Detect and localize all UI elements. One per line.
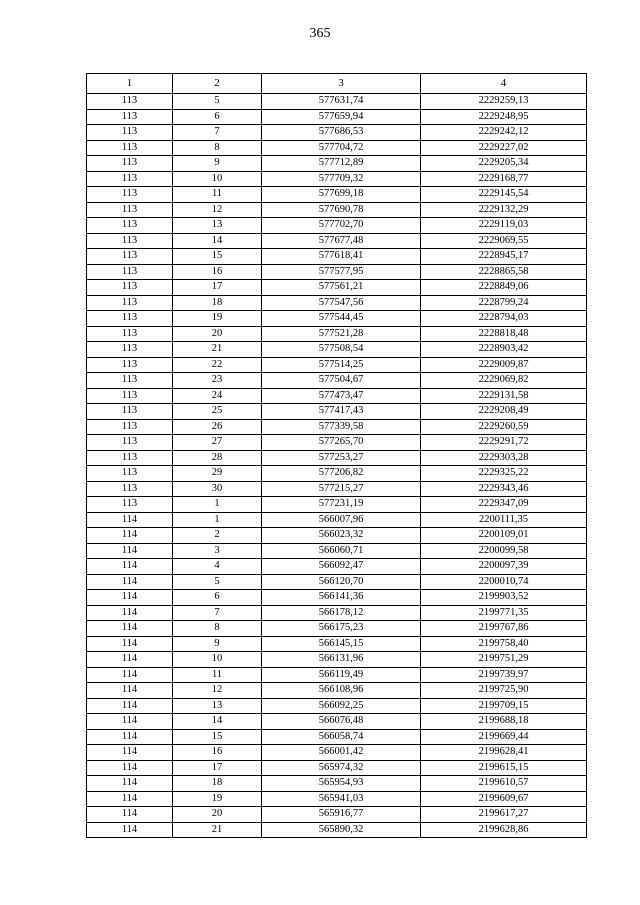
table-row	[87, 760, 587, 776]
parcel-number-cell: 114	[87, 807, 173, 823]
point-number-cell: 22	[173, 357, 262, 373]
y-coordinate-cell: 2199725,90	[421, 683, 587, 699]
x-coordinate-cell: 565941,03	[262, 791, 421, 807]
x-coordinate-cell: 577231,19	[262, 497, 421, 513]
x-coordinate-cell: 577704,72	[262, 140, 421, 156]
y-coordinate-cell: 2199610,57	[421, 776, 587, 792]
table-header	[87, 74, 587, 94]
point-number-cell: 14	[173, 714, 262, 730]
y-coordinate-cell: 2229119,03	[421, 218, 587, 234]
y-coordinate-cell: 2229205,34	[421, 156, 587, 172]
point-number-cell: 9	[173, 636, 262, 652]
x-coordinate-cell: 565890,32	[262, 822, 421, 838]
point-number-cell: 12	[173, 683, 262, 699]
y-coordinate-cell: 2228865,58	[421, 264, 587, 280]
parcel-number-cell: 113	[87, 140, 173, 156]
y-coordinate-cell: 2229260,59	[421, 419, 587, 435]
point-number-cell: 10	[173, 171, 262, 187]
y-coordinate-cell: 2229227,02	[421, 140, 587, 156]
y-coordinate-cell: 2228945,17	[421, 249, 587, 265]
y-coordinate-cell: 2229325,22	[421, 466, 587, 482]
y-coordinate-cell: 2199758,40	[421, 636, 587, 652]
parcel-number-cell: 113	[87, 125, 173, 141]
x-coordinate-cell: 566108,96	[262, 683, 421, 699]
point-number-cell: 21	[173, 822, 262, 838]
x-coordinate-cell: 577699,18	[262, 187, 421, 203]
x-coordinate-cell: 577265,70	[262, 435, 421, 451]
y-coordinate-cell: 2199609,67	[421, 791, 587, 807]
table-row	[87, 404, 587, 420]
parcel-number-cell: 114	[87, 822, 173, 838]
x-coordinate-cell: 565954,93	[262, 776, 421, 792]
table-row	[87, 342, 587, 358]
table-row	[87, 745, 587, 761]
parcel-number-cell: 114	[87, 667, 173, 683]
x-coordinate-cell: 577504,67	[262, 373, 421, 389]
x-coordinate-cell: 577339,58	[262, 419, 421, 435]
parcel-number-cell: 114	[87, 528, 173, 544]
parcel-number-cell: 114	[87, 621, 173, 637]
y-coordinate-cell: 2228794,03	[421, 311, 587, 327]
parcel-number-cell: 113	[87, 109, 173, 125]
table-row	[87, 295, 587, 311]
point-number-cell: 6	[173, 109, 262, 125]
point-number-cell: 26	[173, 419, 262, 435]
point-number-cell: 5	[173, 574, 262, 590]
y-coordinate-cell: 2229343,46	[421, 481, 587, 497]
y-coordinate-cell: 2229131,58	[421, 388, 587, 404]
point-number-cell: 19	[173, 791, 262, 807]
x-coordinate-cell: 577577,95	[262, 264, 421, 280]
parcel-number-cell: 114	[87, 683, 173, 699]
y-coordinate-cell: 2228799,24	[421, 295, 587, 311]
x-coordinate-cell: 577561,21	[262, 280, 421, 296]
column-header-2: 2	[173, 74, 262, 94]
y-coordinate-cell: 2229259,13	[421, 94, 587, 110]
table-row	[87, 357, 587, 373]
point-number-cell: 10	[173, 652, 262, 668]
x-coordinate-cell: 577690,78	[262, 202, 421, 218]
y-coordinate-cell: 2229208,49	[421, 404, 587, 420]
y-coordinate-cell: 2199709,15	[421, 698, 587, 714]
point-number-cell: 7	[173, 125, 262, 141]
table-row	[87, 311, 587, 327]
point-number-cell: 28	[173, 450, 262, 466]
y-coordinate-cell: 2200010,74	[421, 574, 587, 590]
parcel-number-cell: 113	[87, 156, 173, 172]
x-coordinate-cell: 566120,70	[262, 574, 421, 590]
x-coordinate-cell: 566023,32	[262, 528, 421, 544]
point-number-cell: 13	[173, 218, 262, 234]
point-number-cell: 19	[173, 311, 262, 327]
y-coordinate-cell: 2229132,29	[421, 202, 587, 218]
point-number-cell: 24	[173, 388, 262, 404]
point-number-cell: 1	[173, 497, 262, 513]
y-coordinate-cell: 2199739,97	[421, 667, 587, 683]
parcel-number-cell: 113	[87, 404, 173, 420]
point-number-cell: 27	[173, 435, 262, 451]
table-row	[87, 590, 587, 606]
x-coordinate-cell: 566001,42	[262, 745, 421, 761]
point-number-cell: 18	[173, 295, 262, 311]
point-number-cell: 30	[173, 481, 262, 497]
point-number-cell: 11	[173, 187, 262, 203]
x-coordinate-cell: 577544,45	[262, 311, 421, 327]
y-coordinate-cell: 2229303,28	[421, 450, 587, 466]
x-coordinate-cell: 566092,47	[262, 559, 421, 575]
parcel-number-cell: 113	[87, 419, 173, 435]
point-number-cell: 29	[173, 466, 262, 482]
table-row	[87, 543, 587, 559]
parcel-number-cell: 113	[87, 435, 173, 451]
y-coordinate-cell: 2199628,86	[421, 822, 587, 838]
table-row	[87, 109, 587, 125]
x-coordinate-cell: 577686,53	[262, 125, 421, 141]
parcel-number-cell: 113	[87, 187, 173, 203]
parcel-number-cell: 114	[87, 776, 173, 792]
parcel-number-cell: 113	[87, 497, 173, 513]
parcel-number-cell: 114	[87, 760, 173, 776]
y-coordinate-cell: 2199688,18	[421, 714, 587, 730]
table-row	[87, 822, 587, 838]
y-coordinate-cell: 2228818,48	[421, 326, 587, 342]
x-coordinate-cell: 577618,41	[262, 249, 421, 265]
parcel-number-cell: 113	[87, 466, 173, 482]
column-header-3: 3	[262, 74, 421, 94]
table-row	[87, 125, 587, 141]
point-number-cell: 7	[173, 605, 262, 621]
table-row	[87, 574, 587, 590]
point-number-cell: 13	[173, 698, 262, 714]
coordinates-table	[86, 73, 587, 838]
x-coordinate-cell: 566076,48	[262, 714, 421, 730]
point-number-cell: 21	[173, 342, 262, 358]
point-number-cell: 8	[173, 140, 262, 156]
point-number-cell: 12	[173, 202, 262, 218]
y-coordinate-cell: 2229069,55	[421, 233, 587, 249]
point-number-cell: 14	[173, 233, 262, 249]
table-row	[87, 326, 587, 342]
x-coordinate-cell: 577677,48	[262, 233, 421, 249]
parcel-number-cell: 114	[87, 512, 173, 528]
x-coordinate-cell: 566092,25	[262, 698, 421, 714]
parcel-number-cell: 113	[87, 94, 173, 110]
y-coordinate-cell: 2200111,35	[421, 512, 587, 528]
table-row	[87, 512, 587, 528]
y-coordinate-cell: 2228849,06	[421, 280, 587, 296]
x-coordinate-cell: 565974,32	[262, 760, 421, 776]
y-coordinate-cell: 2229248,95	[421, 109, 587, 125]
table-row	[87, 791, 587, 807]
parcel-number-cell: 114	[87, 791, 173, 807]
table-row	[87, 140, 587, 156]
x-coordinate-cell: 577508,54	[262, 342, 421, 358]
table-row	[87, 435, 587, 451]
x-coordinate-cell: 577417,43	[262, 404, 421, 420]
table-row	[87, 249, 587, 265]
table-row	[87, 667, 587, 683]
x-coordinate-cell: 565916,77	[262, 807, 421, 823]
x-coordinate-cell: 577709,32	[262, 171, 421, 187]
x-coordinate-cell: 566119,49	[262, 667, 421, 683]
y-coordinate-cell: 2200109,01	[421, 528, 587, 544]
y-coordinate-cell: 2199903,52	[421, 590, 587, 606]
point-number-cell: 1	[173, 512, 262, 528]
y-coordinate-cell: 2199669,44	[421, 729, 587, 745]
parcel-number-cell: 114	[87, 652, 173, 668]
y-coordinate-cell: 2199628,41	[421, 745, 587, 761]
point-number-cell: 9	[173, 156, 262, 172]
y-coordinate-cell: 2199771,35	[421, 605, 587, 621]
y-coordinate-cell: 2228903,42	[421, 342, 587, 358]
parcel-number-cell: 113	[87, 249, 173, 265]
x-coordinate-cell: 577473,47	[262, 388, 421, 404]
parcel-number-cell: 114	[87, 543, 173, 559]
parcel-number-cell: 113	[87, 342, 173, 358]
table-row	[87, 202, 587, 218]
parcel-number-cell: 113	[87, 264, 173, 280]
parcel-number-cell: 114	[87, 698, 173, 714]
parcel-number-cell: 113	[87, 202, 173, 218]
table-body	[87, 94, 587, 838]
parcel-number-cell: 113	[87, 233, 173, 249]
table-row	[87, 450, 587, 466]
point-number-cell: 11	[173, 667, 262, 683]
x-coordinate-cell: 566058,74	[262, 729, 421, 745]
point-number-cell: 3	[173, 543, 262, 559]
y-coordinate-cell: 2200099,58	[421, 543, 587, 559]
point-number-cell: 17	[173, 280, 262, 296]
y-coordinate-cell: 2199751,29	[421, 652, 587, 668]
table-row	[87, 528, 587, 544]
y-coordinate-cell: 2229242,12	[421, 125, 587, 141]
point-number-cell: 2	[173, 528, 262, 544]
point-number-cell: 4	[173, 559, 262, 575]
point-number-cell: 25	[173, 404, 262, 420]
page-number: 365	[309, 26, 331, 41]
point-number-cell: 6	[173, 590, 262, 606]
table-row	[87, 156, 587, 172]
parcel-number-cell: 113	[87, 311, 173, 327]
table-row	[87, 388, 587, 404]
table-row	[87, 187, 587, 203]
point-number-cell: 8	[173, 621, 262, 637]
table-row	[87, 373, 587, 389]
table-row	[87, 698, 587, 714]
y-coordinate-cell: 2229069,82	[421, 373, 587, 389]
y-coordinate-cell: 2229009,87	[421, 357, 587, 373]
table-row	[87, 807, 587, 823]
table-row	[87, 497, 587, 513]
x-coordinate-cell: 577206,82	[262, 466, 421, 482]
table-row	[87, 729, 587, 745]
table-row	[87, 171, 587, 187]
table-row	[87, 683, 587, 699]
x-coordinate-cell: 577712,89	[262, 156, 421, 172]
parcel-number-cell: 113	[87, 450, 173, 466]
y-coordinate-cell: 2199767,86	[421, 621, 587, 637]
x-coordinate-cell: 566145,15	[262, 636, 421, 652]
parcel-number-cell: 113	[87, 295, 173, 311]
table-row	[87, 466, 587, 482]
table-row	[87, 481, 587, 497]
table-row	[87, 94, 587, 110]
table-row	[87, 714, 587, 730]
table-row	[87, 233, 587, 249]
x-coordinate-cell: 566175,23	[262, 621, 421, 637]
point-number-cell: 5	[173, 94, 262, 110]
x-coordinate-cell: 566141,36	[262, 590, 421, 606]
table-row	[87, 605, 587, 621]
point-number-cell: 18	[173, 776, 262, 792]
x-coordinate-cell: 566131,96	[262, 652, 421, 668]
y-coordinate-cell: 2229347,09	[421, 497, 587, 513]
x-coordinate-cell: 577514,25	[262, 357, 421, 373]
y-coordinate-cell: 2200097,39	[421, 559, 587, 575]
x-coordinate-cell: 566178,12	[262, 605, 421, 621]
y-coordinate-cell: 2229168,77	[421, 171, 587, 187]
column-header-4: 4	[421, 74, 587, 94]
table-row	[87, 776, 587, 792]
parcel-number-cell: 114	[87, 729, 173, 745]
y-coordinate-cell: 2199615,15	[421, 760, 587, 776]
parcel-number-cell: 114	[87, 745, 173, 761]
table-row	[87, 652, 587, 668]
parcel-number-cell: 113	[87, 481, 173, 497]
table-row	[87, 264, 587, 280]
x-coordinate-cell: 577521,28	[262, 326, 421, 342]
table-row	[87, 636, 587, 652]
table-row	[87, 621, 587, 637]
parcel-number-cell: 114	[87, 574, 173, 590]
parcel-number-cell: 113	[87, 357, 173, 373]
point-number-cell: 17	[173, 760, 262, 776]
parcel-number-cell: 114	[87, 636, 173, 652]
parcel-number-cell: 114	[87, 605, 173, 621]
header-row	[87, 74, 587, 94]
x-coordinate-cell: 566060,71	[262, 543, 421, 559]
y-coordinate-cell: 2229291,72	[421, 435, 587, 451]
x-coordinate-cell: 577547,56	[262, 295, 421, 311]
x-coordinate-cell: 577702,70	[262, 218, 421, 234]
point-number-cell: 15	[173, 729, 262, 745]
x-coordinate-cell: 566007,96	[262, 512, 421, 528]
parcel-number-cell: 113	[87, 388, 173, 404]
column-header-1: 1	[87, 74, 173, 94]
parcel-number-cell: 113	[87, 326, 173, 342]
y-coordinate-cell: 2229145,54	[421, 187, 587, 203]
parcel-number-cell: 114	[87, 559, 173, 575]
table-row	[87, 419, 587, 435]
point-number-cell: 23	[173, 373, 262, 389]
table-row	[87, 280, 587, 296]
x-coordinate-cell: 577253,27	[262, 450, 421, 466]
y-coordinate-cell: 2199617,27	[421, 807, 587, 823]
parcel-number-cell: 113	[87, 280, 173, 296]
point-number-cell: 16	[173, 264, 262, 280]
x-coordinate-cell: 577659,94	[262, 109, 421, 125]
point-number-cell: 20	[173, 326, 262, 342]
point-number-cell: 15	[173, 249, 262, 265]
parcel-number-cell: 113	[87, 373, 173, 389]
point-number-cell: 20	[173, 807, 262, 823]
table-row	[87, 218, 587, 234]
parcel-number-cell: 114	[87, 714, 173, 730]
parcel-number-cell: 113	[87, 218, 173, 234]
parcel-number-cell: 113	[87, 171, 173, 187]
x-coordinate-cell: 577215,27	[262, 481, 421, 497]
x-coordinate-cell: 577631,74	[262, 94, 421, 110]
point-number-cell: 16	[173, 745, 262, 761]
table-row	[87, 559, 587, 575]
parcel-number-cell: 114	[87, 590, 173, 606]
